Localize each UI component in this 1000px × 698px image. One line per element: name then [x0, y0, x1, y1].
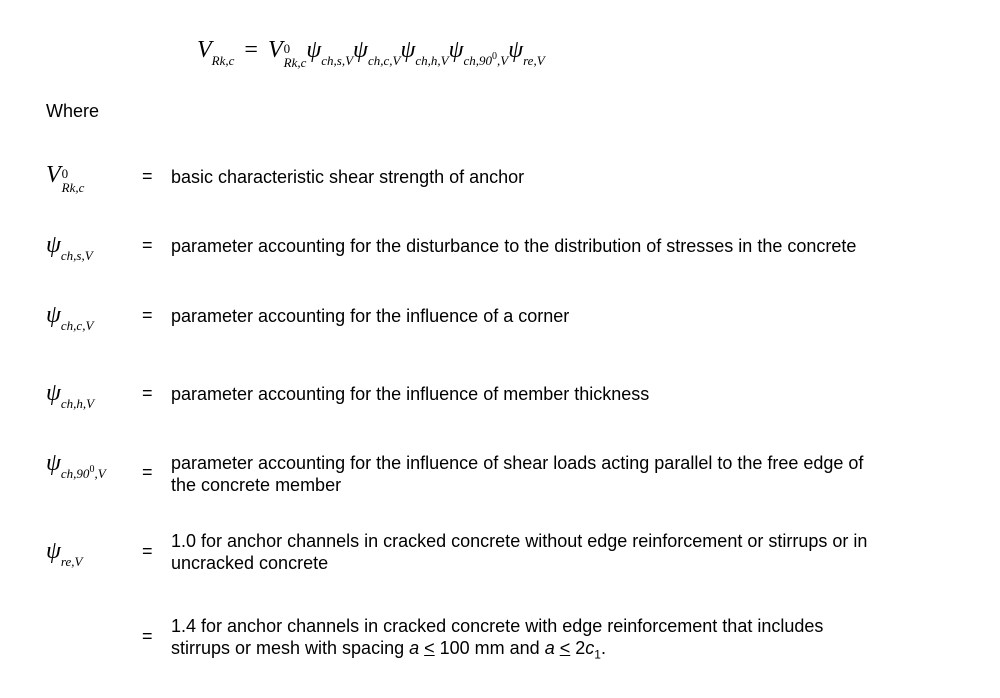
def7-text: [171, 615, 961, 666]
formula-t3-base: ψ: [353, 37, 368, 63]
formula-t5-sub: [463, 53, 508, 68]
def5-symbol: [46, 451, 106, 480]
def6-text-line2: uncracked concrete: [171, 553, 329, 573]
def2-equals: =: [142, 235, 153, 255]
main-formula: [197, 38, 545, 70]
formula-t5-sub-b: ,V: [497, 53, 509, 68]
def2-text: parameter accounting for the disturbance to the distribution of stresses in the concrete: [171, 236, 857, 256]
formula-t4-sub: ch,h,V: [415, 53, 449, 68]
formula-t2-base: ψ: [306, 37, 322, 63]
def2-sym-sub: ch,s,V: [60, 248, 93, 263]
formula-t2-sub: ch,s,V: [321, 53, 354, 68]
def7-text-line1: 1.4 for anchor channels in cracked concrete with edge reinforcement that includes: [171, 616, 824, 636]
def3-sym-base: ψ: [46, 302, 61, 328]
def4-equals: =: [142, 383, 153, 403]
def6-sym-base: ψ: [46, 538, 61, 564]
formula-t5-base: ψ: [448, 37, 464, 63]
def3-sym-sub: ch,c,V: [60, 318, 94, 333]
def4-text: parameter accounting for the influence of member thickness: [171, 384, 650, 404]
def2-sym-base: ψ: [46, 232, 61, 258]
def7-l2-part1: stirrups or mesh with spacing: [171, 638, 410, 658]
def5-text-line1: parameter accounting for the influence of shear loads acting parallel to the free edge of: [171, 453, 864, 473]
def5-sym-sub-b: ,V: [94, 466, 106, 481]
def7-l2-le1: <: [424, 638, 435, 658]
def5-sym-sub-a: ch,90: [60, 466, 90, 481]
def7-l2-csub: 1: [594, 647, 601, 662]
def5-sym-base: ψ: [46, 450, 61, 476]
def7-text-line2: [171, 637, 961, 666]
def7-l2-part3: 2: [570, 638, 586, 658]
def4-sym-base: ψ: [46, 380, 61, 406]
def1-sym-scripts: [62, 167, 85, 195]
def4-sym-sub: ch,h,V: [60, 396, 95, 411]
def7-l2-a2: a: [544, 638, 555, 658]
formula-equals: =: [244, 37, 258, 63]
formula-t1-scripts: [284, 42, 307, 70]
def6-symbol: [46, 539, 82, 568]
formula-t3-sub: ch,c,V: [367, 53, 401, 68]
def3-symbol: [46, 303, 93, 332]
def5-equals: =: [142, 462, 153, 482]
formula-t5-sub-a: ch,90: [463, 53, 492, 68]
def7-equals: =: [142, 626, 153, 646]
def5-sym-deg: 0: [89, 464, 95, 475]
def1-equals: =: [142, 166, 153, 186]
formula-lhs-sub: Rk,c: [211, 53, 235, 68]
formula-t5-deg: 0: [492, 51, 497, 62]
formula-t6-base: ψ: [508, 37, 524, 63]
def7-l2-part2: 100 mm and: [434, 638, 545, 658]
def5-sym-sub: [61, 466, 106, 481]
formula-lhs-base: V: [197, 37, 212, 63]
formula-t6-sub: re,V: [523, 53, 545, 68]
def1-text: basic characteristic shear strength of anchor: [171, 167, 525, 187]
def6-sym-sub: re,V: [60, 554, 83, 569]
def1-sym-base: V: [46, 162, 61, 188]
def7-l2-end: .: [600, 638, 606, 658]
def1-sym-sub: Rk,c: [61, 180, 85, 195]
def4-symbol: [46, 381, 94, 410]
def3-equals: =: [142, 305, 153, 325]
formula-t1-base: V: [267, 37, 283, 63]
def1-sym-sup: 0: [61, 166, 69, 181]
def3-text: parameter accounting for the influence of a corner: [171, 306, 570, 326]
where-label: Where: [46, 101, 100, 121]
formula-t4-base: ψ: [400, 37, 416, 63]
formula-t1-sub: Rk,c: [283, 55, 307, 70]
def5-text: [171, 452, 961, 496]
def6-text: [171, 530, 961, 574]
def1-symbol: [46, 163, 84, 195]
def7-l2-le2: <: [559, 638, 571, 658]
def6-equals: =: [142, 541, 153, 561]
def6-text-line1: 1.0 for anchor channels in cracked concrete without edge reinforcement or stirrups or in: [171, 531, 868, 551]
def7-l2-c: c: [585, 638, 595, 658]
def2-symbol: [46, 233, 93, 262]
formula-t1-sup: 0: [283, 41, 291, 56]
def5-text-line2: the concrete member: [171, 475, 342, 495]
def7-l2-a1: a: [409, 638, 420, 658]
